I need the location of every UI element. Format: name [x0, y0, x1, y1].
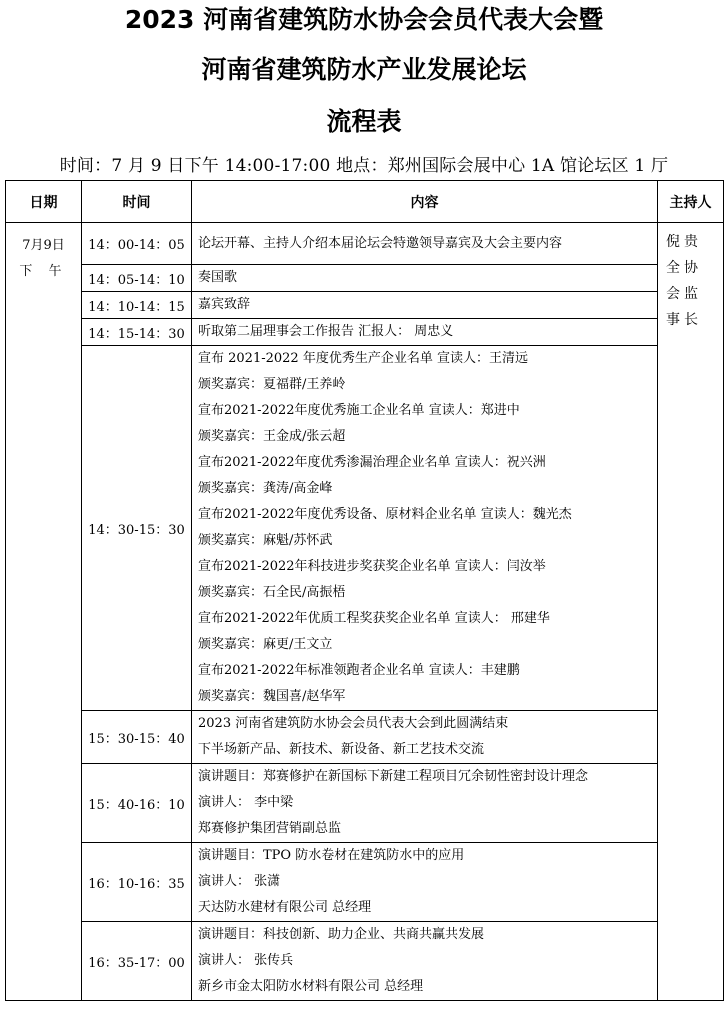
content-line: 嘉宾致辞: [198, 297, 251, 312]
content-line: 听取第二届理事会工作报告 汇报人： 周忠义: [198, 324, 454, 339]
content-line: 颁奖嘉宾：石全民/高振梧: [198, 585, 346, 600]
time-slot: 14：05-14：10: [82, 265, 192, 292]
schedule-row: [6, 292, 724, 319]
schedule-row: [6, 223, 724, 265]
content-cell: [192, 265, 658, 292]
content-cell: [192, 843, 658, 922]
content-cell: [192, 711, 658, 764]
content-line: 演讲人： 张潇: [198, 874, 281, 889]
content-line: 演讲题目：科技创新、助力企业、共商共赢共发展: [198, 927, 485, 942]
date-period: 下 午: [19, 264, 68, 279]
content-cell: [192, 922, 658, 1001]
content-line: 郑赛修护集团营销副总监: [198, 821, 342, 836]
header-date: 日期: [6, 181, 82, 223]
time-slot: 15：40-16：10: [82, 764, 192, 843]
title-line-2: 河南省建筑防水产业发展论坛: [201, 55, 527, 84]
content-line: 颁奖嘉宾：麻更/王文立: [198, 637, 333, 652]
content-line: 天达防水建材有限公司 总经理: [198, 900, 372, 915]
time-slot: 14：30-15：30: [82, 346, 192, 711]
content-line: 颁奖嘉宾：王金成/张云超: [198, 429, 346, 444]
schedule-row: [6, 764, 724, 843]
header-time: 时间: [82, 181, 192, 223]
schedule-row: [6, 319, 724, 346]
content-cell: [192, 346, 658, 711]
table-header-row: [6, 181, 724, 223]
schedule-row: [6, 922, 724, 1001]
content-line: 奏国歌: [198, 270, 238, 285]
schedule-row: [6, 265, 724, 292]
content-line: 宣布2021-2022年度优秀设备、原材料企业名单 宣读人：魏光杰: [198, 507, 572, 522]
schedule-row: [6, 346, 724, 711]
content-line: 演讲题目：TPO 防水卷材在建筑防水中的应用: [198, 848, 465, 863]
header-content: 内容: [192, 181, 658, 223]
content-line: 宣布2021-2022年度优秀施工企业名单 宣读人：郑进中: [198, 403, 520, 418]
time-slot: 16：10-16：35: [82, 843, 192, 922]
content-line: 宣布2021-2022年标准领跑者企业名单 宣读人：丰建鹏: [198, 663, 520, 678]
time-slot: 16：35-17：00: [82, 922, 192, 1001]
content-line: 论坛开幕、主持人介绍本届论坛会特邀领导嘉宾及大会主要内容: [198, 235, 563, 251]
schedule-row: [6, 843, 724, 922]
content-line: 演讲题目：郑赛修护在新国标下新建工程项目冗余韧性密封设计理念: [198, 769, 589, 784]
time-slot: 15：30-15：40: [82, 711, 192, 764]
content-line: 颁奖嘉宾：夏福群/王养岭: [198, 377, 346, 392]
content-line: 宣布2021-2022年度优秀渗漏治理企业名单 宣读人：祝兴洲: [198, 455, 546, 470]
schedule-row: [6, 711, 724, 764]
schedule-body: [6, 223, 724, 1001]
content-line: 演讲人： 张传兵: [198, 953, 294, 968]
host-cell: 倪贵全协会监事长: [658, 223, 724, 1001]
content-line: 宣布2021-2022年科技进步奖获奖企业名单 宣读人：闫汝举: [198, 559, 546, 574]
header-host: 主持人: [658, 181, 724, 223]
date-cell: [6, 223, 82, 1001]
title-line-3: 流程表: [326, 107, 402, 136]
content-cell: [192, 292, 658, 319]
time-location-line: 时间：7 月 9 日下午 14:00-17:00 地点：郑州国际会展中心 1A 馆论坛区 1 厅: [59, 156, 669, 176]
content-line: 宣布 2021-2022 年度优秀生产企业名单 宣读人：王清远: [198, 351, 528, 366]
content-line: 颁奖嘉宾：龚涛/高金峰: [198, 481, 333, 496]
time-slot: 14：15-14：30: [82, 319, 192, 346]
content-line: 下半场新产品、新技术、新设备、新工艺技术交流: [198, 742, 485, 757]
date-day: 7月9日: [22, 238, 65, 253]
content-cell: [192, 764, 658, 843]
time-slot: 14：10-14：15: [82, 292, 192, 319]
content-cell: [192, 223, 658, 265]
title-line-1: 2023 河南省建筑防水协会会员代表大会暨: [124, 5, 604, 34]
content-line: 颁奖嘉宾：魏国喜/赵华军: [198, 689, 346, 704]
content-line: 2023 河南省建筑防水协会会员代表大会到此圆满结束: [198, 716, 509, 731]
content-cell: [192, 319, 658, 346]
content-line: 演讲人： 李中梁: [198, 795, 294, 810]
content-line: 新乡市金太阳防水材料有限公司 总经理: [198, 979, 424, 994]
time-slot: 14：00-14：05: [82, 223, 192, 265]
schedule-table: [5, 180, 724, 1001]
content-line: 宣布2021-2022年优质工程奖获奖企业名单 宣读人： 邢建华: [198, 611, 550, 626]
content-line: 颁奖嘉宾：麻魁/苏怀武: [198, 533, 333, 548]
